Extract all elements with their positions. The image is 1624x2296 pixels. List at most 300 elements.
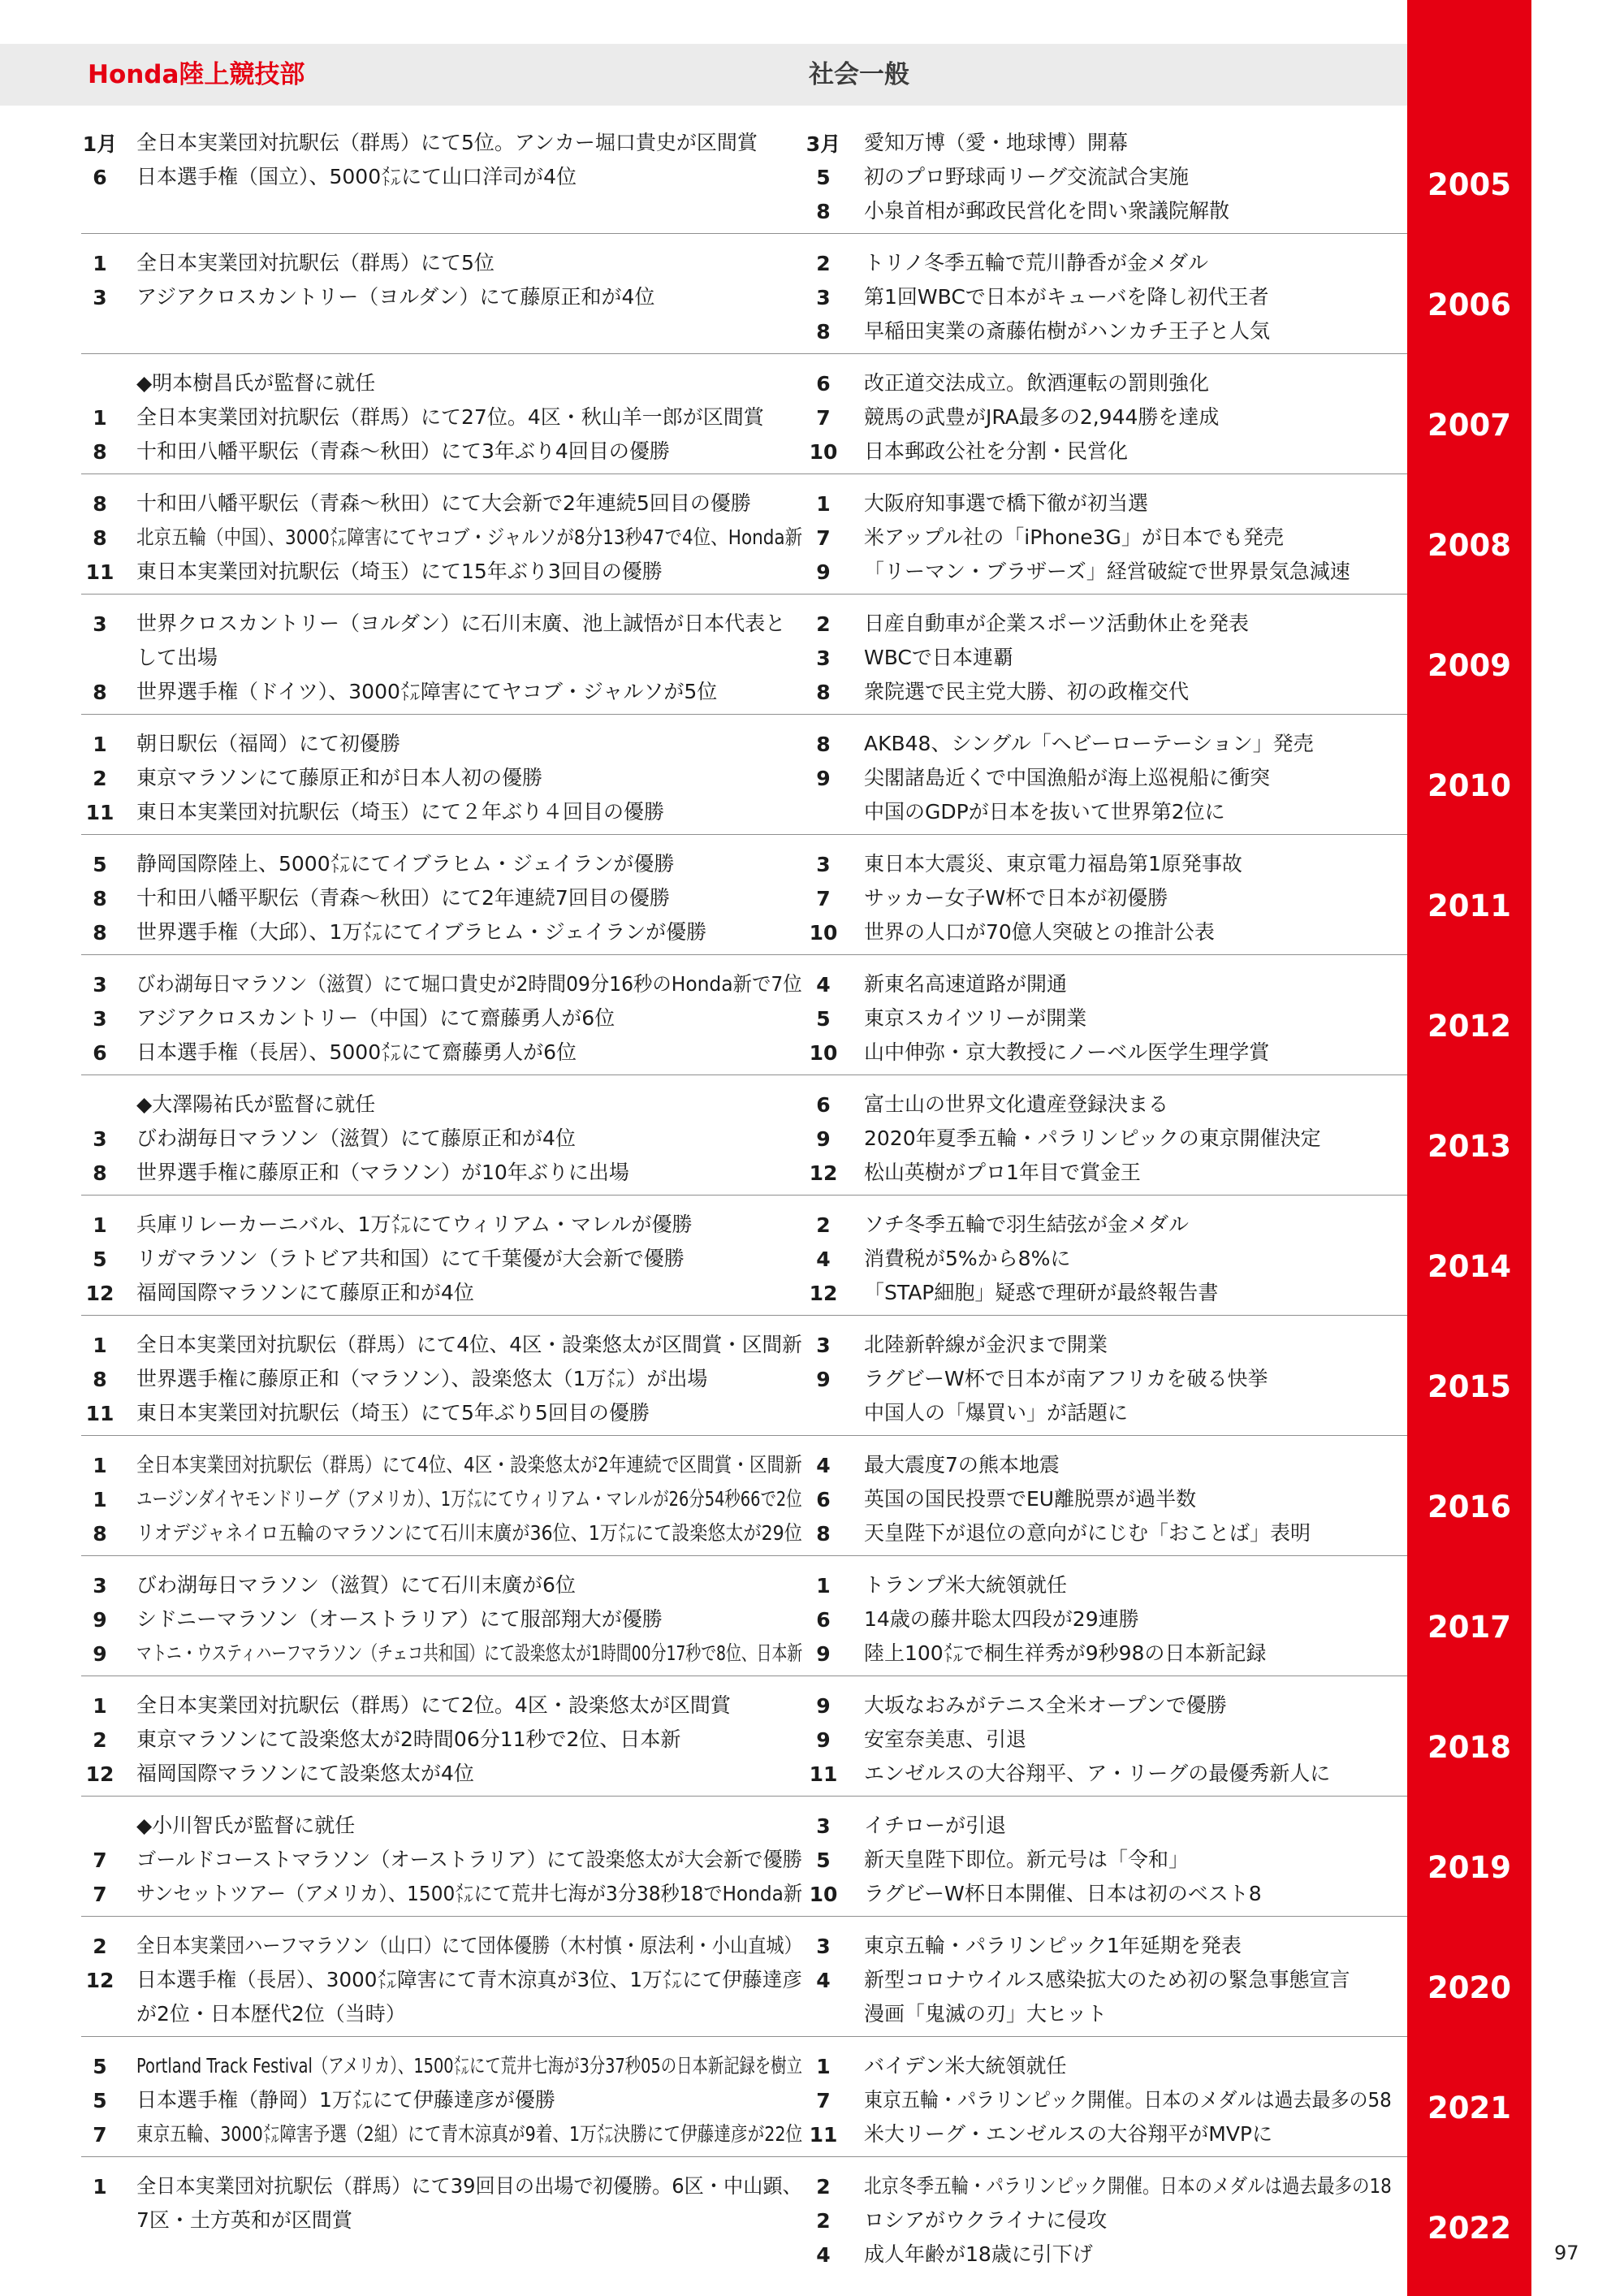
event-month: 1	[93, 732, 107, 756]
event-text-cell	[136, 1448, 802, 1482]
year-label: 2017	[1427, 1609, 1511, 1645]
event-text-cell	[136, 1242, 802, 1276]
event-text: イチローが引退	[864, 1814, 1007, 1837]
event-text: 最大震度7の熊本地震	[864, 1453, 1060, 1477]
event-line	[795, 915, 1392, 949]
event-month: 1	[93, 1213, 107, 1237]
year-label: 2009	[1427, 647, 1511, 683]
event-text-cell	[864, 160, 1392, 194]
event-text-cell	[136, 1997, 802, 2031]
year-row	[0, 1316, 1511, 1436]
event-line	[67, 1843, 802, 1877]
year-label: 2011	[1427, 888, 1511, 923]
event-text-cell	[136, 1276, 802, 1310]
event-line	[67, 1362, 802, 1396]
event-month: 8	[93, 1521, 107, 1546]
event-line	[795, 1242, 1392, 1276]
event-text-cell	[864, 521, 1392, 555]
event-text: 十和田八幡平駅伝（青森～秋田）にて3年ぶり4回目の優勝	[136, 439, 670, 463]
event-text-cell	[136, 2083, 802, 2117]
event-text-cell	[136, 967, 802, 1001]
event-text-cell	[864, 126, 1392, 160]
society-events	[795, 2049, 1392, 2151]
event-text: 「リーマン・ブラザーズ」経営破綻で世界景気急減速	[864, 560, 1350, 583]
event-text-cell	[136, 280, 802, 314]
event-line	[795, 1516, 1392, 1550]
event-line	[67, 761, 802, 795]
event-line	[67, 2203, 802, 2238]
event-line	[795, 1929, 1392, 1963]
society-events	[795, 1568, 1392, 1671]
society-events	[795, 967, 1392, 1070]
event-line	[795, 1087, 1392, 1122]
event-line	[67, 1877, 802, 1911]
event-text: トリノ冬季五輪で荒川静香が金メダル	[864, 251, 1209, 275]
event-month: 11	[85, 560, 114, 584]
event-line	[67, 795, 802, 829]
event-month: 1	[93, 251, 107, 275]
event-text: 福岡国際マラソンにて藤原正和が4位	[136, 1281, 474, 1304]
event-text: 中国人の「爆買い」が話題に	[864, 1401, 1129, 1425]
year-label: 2021	[1427, 2090, 1511, 2125]
event-text-cell	[136, 1516, 802, 1550]
event-text-cell	[864, 1362, 1392, 1396]
event-month: 8	[93, 491, 107, 516]
event-text-cell	[864, 1809, 1392, 1843]
event-text: 東京五輪、3000㍍障害予選（2組）にて青木涼真が9着、1万㍍決勝にて伊藤達彦が22位	[136, 2122, 802, 2146]
event-text: 2020年夏季五輪・パラリンピックの東京開催決定	[864, 1126, 1321, 1150]
event-line	[67, 641, 802, 675]
year-row	[0, 955, 1511, 1075]
honda-events	[67, 1929, 802, 2031]
event-line	[795, 1036, 1392, 1070]
event-text: 衆院選で民主党大勝、初の政権交代	[864, 680, 1190, 703]
event-text: AKB48、シングル「ヘビーローテーション」発売	[864, 732, 1314, 755]
event-line	[795, 1156, 1392, 1190]
event-text: 東日本実業団対抗駅伝（埼玉）にて２年ぶり４回目の優勝	[136, 800, 665, 824]
event-text: リガマラソン（ラトビア共和国）にて千葉優が大会新で優勝	[136, 1247, 685, 1270]
event-line	[795, 160, 1392, 194]
event-text-cell	[136, 795, 802, 829]
event-text-cell	[136, 1602, 802, 1637]
event-text: バイデン米大統領就任	[864, 2054, 1067, 2078]
event-text-cell	[136, 1122, 802, 1156]
event-line	[795, 486, 1392, 521]
year-label: 2010	[1427, 767, 1511, 803]
event-text-cell	[136, 1688, 802, 1723]
honda-events	[67, 126, 802, 194]
event-line	[795, 967, 1392, 1001]
event-line	[795, 1482, 1392, 1516]
event-text-cell	[136, 2169, 802, 2203]
event-line	[67, 246, 802, 280]
event-month: 7	[816, 525, 831, 550]
year-row	[0, 1556, 1511, 1676]
event-text: ◆大澤陽祐氏が監督に就任	[136, 1092, 376, 1116]
event-text: ◆小川智氏が監督に就任	[136, 1814, 356, 1837]
event-line	[67, 1276, 802, 1310]
event-text: 全日本実業団対抗駅伝（群馬）にて2位。4区・設楽悠太が区間賞	[136, 1693, 731, 1717]
year-label: 2006	[1427, 287, 1511, 322]
event-text-cell	[864, 1877, 1392, 1911]
honda-events	[67, 727, 802, 829]
event-text-cell	[136, 246, 802, 280]
event-text-cell	[864, 314, 1392, 348]
event-text-cell	[864, 1156, 1392, 1190]
event-line	[795, 1328, 1392, 1362]
event-month: 9	[816, 1641, 831, 1666]
event-month: 11	[809, 2122, 838, 2147]
event-text: 改正道交法成立。飲酒運転の罰則強化	[864, 371, 1210, 395]
event-text-cell	[136, 1637, 802, 1671]
event-line	[795, 126, 1392, 160]
event-text-cell	[864, 1242, 1392, 1276]
event-text-cell	[864, 555, 1392, 589]
event-text: 東京マラソンにて藤原正和が日本人初の優勝	[136, 766, 543, 789]
event-month: 8	[93, 525, 107, 550]
event-month: 8	[816, 732, 831, 756]
event-line	[67, 521, 802, 555]
event-text: が2位・日本歴代2位（当時）	[136, 2002, 406, 2026]
event-text-cell	[136, 521, 802, 555]
year-row	[0, 234, 1511, 354]
event-month: 12	[85, 1281, 114, 1305]
event-text: 日本選手権（長居）、3000㍍障害にて青木涼真が3位、1万㍍にて伊藤達彦	[136, 1968, 802, 1991]
event-text-cell	[136, 1723, 802, 1757]
event-month: 9	[93, 1607, 107, 1632]
event-line	[67, 727, 802, 761]
event-month: 10	[809, 1882, 838, 1906]
event-line	[67, 486, 802, 521]
event-line	[795, 881, 1392, 915]
event-text: 世界選手権に藤原正和（マラソン）が10年ぶりに出場	[136, 1161, 629, 1184]
event-text: 世界の人口が70億人突破との推計公表	[864, 920, 1215, 944]
event-line	[67, 1997, 802, 2031]
event-text: サンセットツアー（アメリカ）、1500㍍にて荒井七海が3分38秒18でHonda新	[136, 1882, 802, 1905]
event-month: 5	[93, 1247, 107, 1271]
event-text: ラグビーW杯で日本が南アフリカを破る快挙	[864, 1367, 1268, 1390]
event-text: 第1回WBCで日本がキューバを降し初代王者	[864, 285, 1269, 309]
event-month: 12	[809, 1281, 838, 1305]
year-row	[0, 715, 1511, 835]
event-month: 2	[816, 2208, 831, 2233]
event-month: 9	[816, 1693, 831, 1718]
event-text-cell	[136, 366, 802, 400]
year-row	[0, 2157, 1511, 2277]
event-month: 3	[93, 1006, 107, 1031]
event-text-cell	[864, 761, 1392, 795]
year-label: 2019	[1427, 1849, 1511, 1885]
event-line	[67, 1516, 802, 1550]
event-line	[795, 280, 1392, 314]
event-line	[795, 727, 1392, 761]
event-text-cell	[864, 1602, 1392, 1637]
event-line	[67, 1448, 802, 1482]
event-text: 十和田八幡平駅伝（青森～秋田）にて2年連続7回目の優勝	[136, 886, 670, 910]
event-text: 静岡国際陸上、5000㍍にてイブラヒム・ジェイランが優勝	[136, 852, 675, 876]
year-label: 2008	[1427, 527, 1511, 563]
society-events	[795, 1328, 1392, 1430]
event-text: 成人年齢が18歳に引下げ	[864, 2242, 1093, 2266]
event-text-cell	[864, 675, 1392, 709]
event-line	[795, 1276, 1392, 1310]
event-text: 大阪府知事選で橋下徹が初当選	[864, 491, 1149, 515]
event-text: 漫画「鬼滅の刃」大ヒット	[864, 2002, 1108, 2026]
event-month: 3	[816, 1814, 831, 1838]
event-month: 1	[93, 1453, 107, 1477]
event-month: 3	[816, 285, 831, 309]
event-text-cell	[136, 1362, 802, 1396]
event-month: 3	[93, 1573, 107, 1598]
event-month: 3	[93, 285, 107, 309]
event-line	[795, 246, 1392, 280]
event-text-cell	[864, 2169, 1392, 2203]
event-text-cell	[864, 366, 1392, 400]
event-text: ゴールドコーストマラソン（オーストラリア）にて設楽悠太が大会新で優勝	[136, 1848, 802, 1871]
event-line	[795, 1997, 1392, 2031]
event-month: 8	[816, 680, 831, 704]
event-text-cell	[864, 915, 1392, 949]
event-text: 世界選手権（ドイツ）、3000㍍障害にてヤコブ・ジャルソが5位	[136, 680, 718, 703]
event-text: 米アップル社の「iPhone3G」が日本でも発売	[864, 525, 1284, 549]
society-events	[795, 1087, 1392, 1190]
year-label: 2015	[1427, 1369, 1511, 1404]
event-text-cell	[864, 1001, 1392, 1036]
event-text: 日本選手権（長居）、5000㍍にて齋藤勇人が6位	[136, 1040, 577, 1064]
event-text-cell	[864, 1036, 1392, 1070]
event-month: 12	[809, 1161, 838, 1185]
event-month: 8	[93, 886, 107, 910]
event-month: 3	[816, 1934, 831, 1958]
event-text: 7区・土方英和が区間賞	[136, 2208, 352, 2232]
event-text: 早稲田実業の斎藤佑樹がハンカチ王子と人気	[864, 319, 1271, 343]
event-text-cell	[136, 126, 802, 160]
event-line	[67, 881, 802, 915]
event-text: 日本選手権（静岡）1万㍍にて伊藤達彦が優勝	[136, 2088, 555, 2112]
event-text: ロシアがウクライナに侵攻	[864, 2208, 1108, 2232]
event-text: ◆明本樹昌氏が監督に就任	[136, 371, 376, 395]
event-text-cell	[864, 847, 1392, 881]
honda-events	[67, 246, 802, 314]
event-line	[795, 555, 1392, 589]
year-label: 2012	[1427, 1008, 1511, 1044]
event-text-cell	[864, 2049, 1392, 2083]
event-text: ラグビーW杯日本開催、日本は初のベスト8	[864, 1882, 1262, 1905]
event-text-cell	[136, 1328, 802, 1362]
event-text: 世界選手権（大邱）、1万㍍にてイブラヒム・ジェイランが優勝	[136, 920, 707, 944]
event-text: 新型コロナウイルス感染拡大のため初の緊急事態宣言	[864, 1968, 1350, 1991]
event-month: 1	[816, 2054, 831, 2078]
year-label: 2016	[1427, 1489, 1511, 1524]
event-text: 全日本実業団対抗駅伝（群馬）にて27位。4区・秋山羊一郎が区間賞	[136, 405, 764, 429]
page-number: 97	[1554, 2242, 1579, 2264]
event-month: 2	[816, 251, 831, 275]
event-line	[795, 761, 1392, 795]
event-line	[795, 2203, 1392, 2238]
event-text-cell	[136, 1568, 802, 1602]
event-month: 9	[816, 1367, 831, 1391]
honda-events	[67, 1688, 802, 1791]
event-text: 山中伸弥・京大教授にノーベル医学生理学賞	[864, 1040, 1270, 1064]
honda-events	[67, 967, 802, 1070]
event-text-cell	[136, 1208, 802, 1242]
event-month: 3月	[806, 132, 841, 156]
event-line	[795, 435, 1392, 469]
event-line	[795, 1843, 1392, 1877]
event-month: 12	[85, 1968, 114, 1992]
event-month: 1	[93, 1487, 107, 1511]
event-text-cell	[136, 1843, 802, 1877]
society-events	[795, 246, 1392, 348]
year-label: 2005	[1427, 166, 1511, 202]
event-text: 北京五輪（中国）、3000㍍障害にてヤコブ・ジャルソが8分13秒47で4位、Honda新	[136, 525, 802, 549]
event-month: 9	[816, 766, 831, 790]
event-text: 中国のGDPが日本を抜いて世界第2位に	[864, 800, 1225, 824]
event-text-cell	[864, 1723, 1392, 1757]
event-text-cell	[864, 2203, 1392, 2238]
event-month: 4	[816, 1453, 831, 1477]
event-line	[795, 1723, 1392, 1757]
event-line	[795, 795, 1392, 829]
event-month: 8	[93, 1367, 107, 1391]
event-month: 8	[816, 1521, 831, 1546]
event-text-cell	[136, 761, 802, 795]
event-month: 7	[93, 2122, 107, 2147]
event-line	[67, 1723, 802, 1757]
event-line	[67, 1036, 802, 1070]
event-text-cell	[864, 194, 1392, 228]
event-text: 東京五輪・パラリンピック1年延期を発表	[864, 1934, 1242, 1957]
event-text: 天皇陛下が退位の意向がにじむ「おことば」表明	[864, 1521, 1311, 1545]
event-line	[795, 1568, 1392, 1602]
event-line	[795, 366, 1392, 400]
event-line	[67, 675, 802, 709]
honda-section-title: Honda陸上競技部	[88, 60, 305, 89]
event-line	[795, 1602, 1392, 1637]
event-month: 9	[93, 1641, 107, 1666]
event-month: 5	[816, 1006, 831, 1031]
event-month: 1	[93, 1333, 107, 1357]
event-line	[67, 1001, 802, 1036]
event-text-cell	[136, 2203, 802, 2238]
event-text: 十和田八幡平駅伝（青森～秋田）にて大会新で2年連続5回目の優勝	[136, 491, 751, 515]
event-text: 新東名高速道路が開通	[864, 972, 1068, 996]
event-month: 7	[816, 886, 831, 910]
event-line	[67, 1637, 802, 1671]
event-text-cell	[864, 280, 1392, 314]
event-text-cell	[136, 607, 802, 641]
society-events	[795, 1448, 1392, 1550]
event-line	[67, 1242, 802, 1276]
event-text-cell	[136, 486, 802, 521]
event-text-cell	[136, 2049, 802, 2083]
event-text: シドニーマラソン（オーストラリア）にて服部翔大が優勝	[136, 1607, 663, 1631]
event-text-cell	[136, 1087, 802, 1122]
event-text: びわ湖毎日マラソン（滋賀）にて藤原正和が4位	[136, 1126, 576, 1150]
event-month: 10	[809, 920, 838, 945]
event-text-cell	[864, 1516, 1392, 1550]
event-text-cell	[136, 1396, 802, 1430]
event-text: 東京スカイツリーが開業	[864, 1006, 1087, 1030]
event-text: 初のプロ野球両リーグ交流試合実施	[864, 165, 1190, 188]
event-text-cell	[864, 1087, 1392, 1122]
year-row	[0, 474, 1511, 595]
event-month: 4	[816, 1247, 831, 1271]
year-row	[0, 1917, 1511, 2037]
event-text-cell	[864, 1843, 1392, 1877]
year-row	[0, 114, 1511, 234]
event-line	[67, 1087, 802, 1122]
event-line	[67, 1568, 802, 1602]
event-text-cell	[136, 2117, 802, 2151]
year-label: 2022	[1427, 2210, 1511, 2246]
year-row	[0, 1797, 1511, 1917]
year-label: 2020	[1427, 1970, 1511, 2005]
timeline	[0, 114, 1511, 2277]
event-text: 松山英樹がプロ1年目で賞金王	[864, 1161, 1141, 1184]
event-text-cell	[136, 1809, 802, 1843]
society-events	[795, 2169, 1392, 2272]
event-text-cell	[864, 1448, 1392, 1482]
event-line	[795, 1448, 1392, 1482]
event-month: 1	[816, 1573, 831, 1598]
event-line	[67, 1482, 802, 1516]
event-text-cell	[136, 1482, 802, 1516]
event-month: 8	[93, 1161, 107, 1185]
event-text-cell	[136, 160, 802, 194]
event-line	[67, 1757, 802, 1791]
event-text: マトニ・ウスティハーフマラソン（チェコ共和国）にて設楽悠太が1時間00分17秒で8位、日本新	[136, 1641, 802, 1665]
year-label: 2013	[1427, 1128, 1511, 1164]
event-month: 9	[816, 1126, 831, 1151]
event-text-cell	[864, 1688, 1392, 1723]
event-month: 12	[85, 1762, 114, 1786]
honda-events	[67, 1448, 802, 1550]
event-text-cell	[136, 1156, 802, 1190]
event-month: 9	[816, 1727, 831, 1752]
event-line	[67, 1156, 802, 1190]
event-text: 全日本実業団対抗駅伝（群馬）にて4位、4区・設楽悠太が2年連続で区間賞・区間新	[136, 1453, 802, 1477]
event-text: 大坂なおみがテニス全米オープンで優勝	[864, 1693, 1227, 1717]
event-month: 6	[93, 1040, 107, 1065]
event-text-cell	[136, 400, 802, 435]
event-month: 3	[93, 972, 107, 997]
event-line	[67, 1122, 802, 1156]
event-text-cell	[864, 881, 1392, 915]
event-text: 福岡国際マラソンにて設楽悠太が4位	[136, 1762, 474, 1785]
society-events	[795, 727, 1392, 829]
event-text-cell	[136, 435, 802, 469]
event-month: 3	[816, 1333, 831, 1357]
event-line	[795, 1208, 1392, 1242]
event-line	[795, 675, 1392, 709]
event-text: 尖閣諸島近くで中国漁船が海上巡視船に衝突	[864, 766, 1271, 789]
event-month: 5	[93, 2088, 107, 2112]
event-line	[795, 2238, 1392, 2272]
event-text: 消費税が5%から8%に	[864, 1247, 1071, 1270]
event-text-cell	[864, 1757, 1392, 1791]
event-line	[67, 400, 802, 435]
event-line	[67, 1963, 802, 1997]
event-text: 北陸新幹線が金沢まで開業	[864, 1333, 1108, 1356]
event-text-cell	[864, 1396, 1392, 1430]
event-month: 10	[809, 1040, 838, 1065]
event-text-cell	[136, 1757, 802, 1791]
event-month: 2	[816, 2174, 831, 2199]
honda-events	[67, 486, 802, 589]
header-band	[0, 44, 1407, 106]
event-month: 5	[93, 2054, 107, 2078]
